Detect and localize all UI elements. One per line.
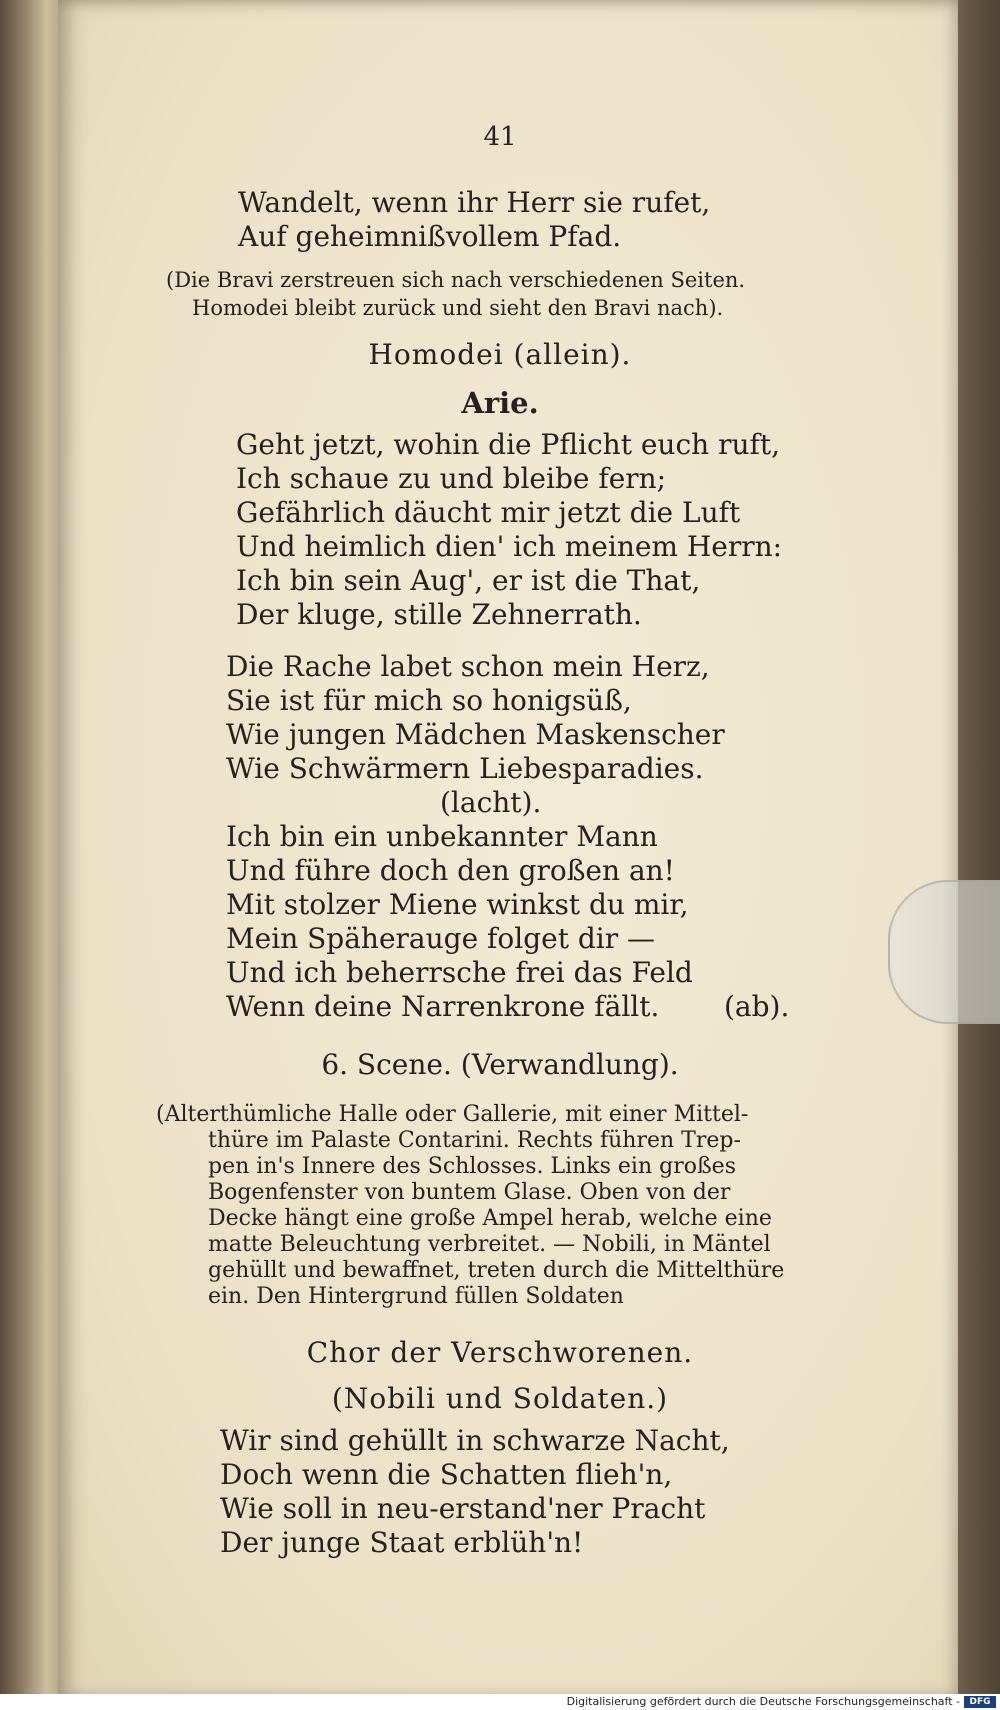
verse-line: Und führe doch den großen an! xyxy=(226,854,675,887)
speaker-name: Homodei (allein). xyxy=(368,338,632,371)
verse-line: Sie ist für mich so honigsüß, xyxy=(226,684,632,717)
aria-title: Arie. xyxy=(461,386,539,420)
left-page-edge xyxy=(0,0,62,1700)
footer-credit: Digitalisierung gefördert durch die Deutsche Forschungsgemeinschaft - xyxy=(566,1695,960,1708)
verse-line: Doch wenn die Schatten flieh'n, xyxy=(220,1458,673,1491)
verse-line: Der junge Staat erblüh'n! xyxy=(220,1526,584,1559)
scene-description-line: thüre im Palaste Contarini. Rechts führen Trep- xyxy=(208,1128,741,1153)
verse-line: Und ich beherrsche frei das Feld xyxy=(226,956,693,989)
page-clip xyxy=(888,880,1000,1024)
scene-description-line: Bogenfenster von buntem Glase. Oben von der xyxy=(208,1180,731,1205)
chorus-title: Chor der Verschworenen. xyxy=(306,1336,694,1369)
stage-direction: (lacht). xyxy=(440,786,542,819)
stage-direction: (Die Bravi zerstreuen sich nach verschiedenen Seiten. xyxy=(166,268,746,292)
verse-line: Wir sind gehüllt in schwarze Nacht, xyxy=(220,1424,730,1457)
verse-line: Die Rache labet schon mein Herz, xyxy=(226,650,710,683)
verse-line: Wie Schwärmern Liebesparadies. xyxy=(226,752,704,785)
dfg-logo-icon: DFG xyxy=(964,1696,996,1708)
verse-line: Wandelt, wenn ihr Herr sie rufet, xyxy=(238,186,711,219)
stage-direction: (ab). xyxy=(724,990,790,1023)
page-number: 41 xyxy=(483,122,517,152)
verse-line: Wenn deine Narrenkrone fällt. xyxy=(226,990,660,1023)
verse-line: Ich bin sein Aug', er ist die That, xyxy=(236,564,701,597)
verse-line: Auf geheimnißvollem Pfad. xyxy=(238,220,622,253)
verse-line: Wie soll in neu-erstand'ner Pracht xyxy=(220,1492,706,1525)
chorus-subtitle: (Nobili und Soldaten.) xyxy=(331,1382,669,1415)
verse-line: Geht jetzt, wohin die Pflicht euch ruft, xyxy=(236,428,781,461)
scene-description-line: gehüllt und bewaffnet, treten durch die Mittelthüre xyxy=(208,1258,785,1283)
verse-line: Ich bin ein unbekannter Mann xyxy=(226,820,658,853)
right-page-edge xyxy=(958,0,1000,1700)
verse-line: Mit stolzer Miene winkst du mir, xyxy=(226,888,689,921)
stage-direction: Homodei bleibt zurück und sieht den Bravi nach). xyxy=(192,296,724,320)
scene-description-line: pen in's Innere des Schlosses. Links ein großes xyxy=(208,1154,736,1179)
scene-description-line: (Alterthümliche Halle oder Gallerie, mit einer Mittel- xyxy=(156,1102,749,1127)
scene-description-line: ein. Den Hintergrund füllen Soldaten xyxy=(208,1284,624,1309)
verse-line: Und heimlich dien' ich meinem Herrn: xyxy=(236,530,783,563)
scene-description-line: Decke hängt eine große Ampel herab, welche eine xyxy=(208,1206,772,1231)
scene-description-line: matte Beleuchtung verbreitet. — Nobili, in Mäntel xyxy=(208,1232,771,1257)
verse-line: Mein Späherauge folget dir — xyxy=(226,922,656,955)
verse-line: Wie jungen Mädchen Maskenscher xyxy=(226,718,725,751)
verse-line: Der kluge, stille Zehnerrath. xyxy=(236,598,642,631)
scene-heading: 6. Scene. (Verwandlung). xyxy=(321,1048,679,1081)
verse-line: Ich schaue zu und bleibe fern; xyxy=(236,462,667,495)
verse-line: Gefährlich däucht mir jetzt die Luft xyxy=(236,496,741,529)
